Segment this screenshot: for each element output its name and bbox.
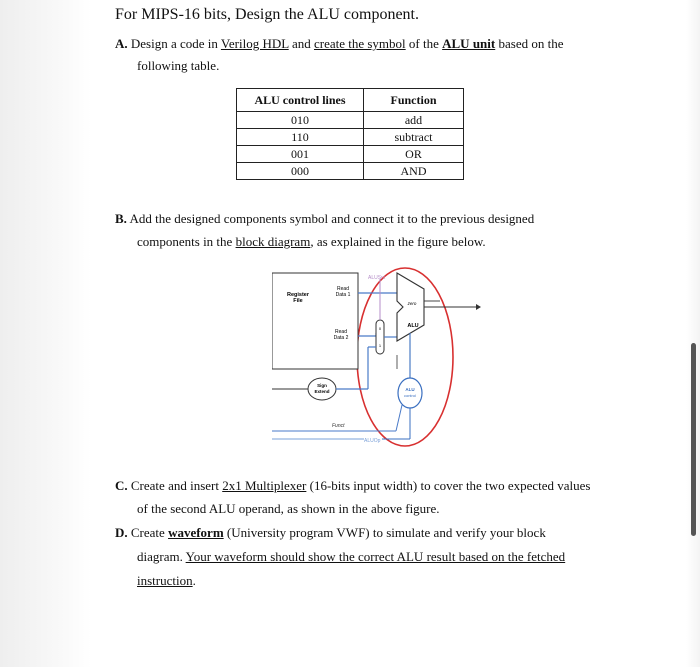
aluop-label: ALUOp bbox=[364, 438, 381, 444]
svg-text:File: File bbox=[293, 298, 303, 304]
sign-extend-label: Sign bbox=[317, 383, 327, 388]
part-b-label: B. bbox=[115, 211, 127, 226]
svg-text:Data 2: Data 2 bbox=[333, 335, 349, 341]
part-a-line1: A. Design a code in Verilog HDL and create the symbol of the ALU unit based on the bbox=[115, 36, 564, 51]
svg-text:1: 1 bbox=[378, 343, 382, 348]
register-file-label: Register bbox=[286, 292, 310, 298]
verilog-link: Verilog HDL bbox=[220, 36, 289, 51]
part-a-line2: following table. bbox=[137, 58, 220, 73]
block-diagram bbox=[272, 265, 494, 447]
alu-label: ALU bbox=[407, 323, 419, 329]
funct-label: Funct bbox=[332, 423, 345, 429]
part-b-line1: B. Add the designed components symbol and connect it to the previous designed bbox=[115, 211, 535, 226]
svg-text:Data 1: Data 1 bbox=[335, 292, 351, 298]
read-data-1-label: Read bbox=[337, 286, 349, 292]
table-row: 110 subtract bbox=[237, 129, 464, 146]
part-c-label: C. bbox=[115, 478, 128, 493]
svg-text:Extend: Extend bbox=[314, 389, 330, 394]
table-header-control: ALU control lines bbox=[237, 89, 364, 112]
part-d-line2: diagram. Your waveform should show the correct ALU result based on the fetched bbox=[137, 549, 566, 564]
table-row: 010 add bbox=[237, 112, 464, 129]
scrollbar[interactable] bbox=[691, 343, 696, 536]
part-d-label: D. bbox=[115, 525, 128, 540]
alu-unit bbox=[397, 273, 424, 341]
part-d-line3: instruction. bbox=[137, 573, 196, 588]
svg-text:0: 0 bbox=[378, 326, 382, 331]
alu-control-label: ALU bbox=[405, 387, 415, 392]
read-data-2-label: Read bbox=[335, 329, 347, 335]
part-c-line2: of the second ALU operand, as shown in the above figure. bbox=[137, 501, 440, 516]
page-title: For MIPS-16 bits, Design the ALU component. bbox=[115, 6, 419, 23]
table-header-row bbox=[237, 89, 464, 112]
page-right-shadow bbox=[686, 0, 700, 667]
svg-text:control: control bbox=[403, 393, 417, 398]
table-header-function: Function bbox=[364, 89, 464, 112]
alusrc-label: ALUSrc bbox=[368, 275, 386, 281]
page-left-shadow bbox=[0, 0, 92, 667]
part-a-label: A. bbox=[115, 36, 128, 51]
table-row: 001 OR bbox=[237, 146, 464, 163]
part-b-line2: components in the block diagram, as explained in the figure below. bbox=[137, 234, 486, 249]
table-row: 000 AND bbox=[237, 163, 464, 180]
part-c-line1: C. Create and insert 2x1 Multiplexer (16-bits input width) to cover the two expected values bbox=[115, 478, 591, 493]
zero-label: zero bbox=[407, 301, 417, 306]
part-d-line1: D. Create waveform (University program VWF) to simulate and verify your block bbox=[115, 525, 546, 540]
alu-control-table bbox=[236, 88, 464, 180]
